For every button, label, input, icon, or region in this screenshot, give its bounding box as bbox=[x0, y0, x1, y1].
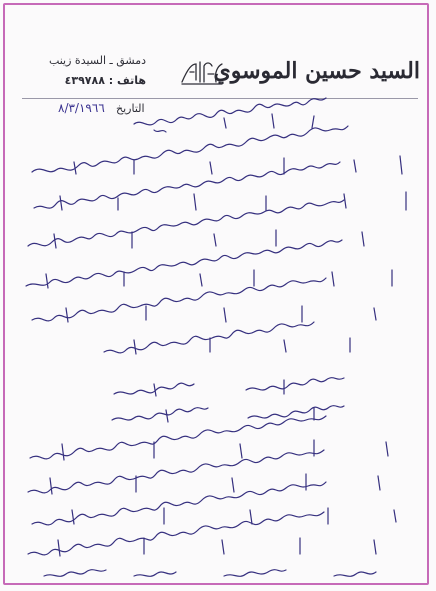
handwriting-line bbox=[246, 378, 344, 390]
handwriting-line bbox=[28, 200, 344, 246]
letterhead-city: دمشق ـ السيدة زينب bbox=[48, 54, 146, 67]
letterhead-phone: هاتف : ٤٣٩٧٨٨ bbox=[64, 74, 146, 87]
seal-icon bbox=[178, 58, 226, 88]
letterhead-name: السيد حسين الموسوي bbox=[213, 58, 420, 84]
handwriting-line bbox=[112, 408, 208, 420]
handwriting-line bbox=[32, 278, 326, 321]
handwriting-line bbox=[44, 570, 376, 577]
handwriting-line bbox=[32, 126, 348, 172]
date-value: ٨/٣/١٩٦٦ bbox=[58, 101, 105, 115]
handwriting-line bbox=[34, 162, 340, 208]
handwriting-line bbox=[26, 240, 342, 286]
date-label: التاريخ bbox=[116, 102, 145, 115]
handwriting-line bbox=[28, 450, 324, 493]
handwriting-line bbox=[248, 406, 344, 418]
handwriting-line bbox=[30, 416, 326, 459]
header-divider bbox=[22, 98, 418, 99]
handwritten-body bbox=[14, 108, 422, 578]
handwriting-line bbox=[28, 512, 324, 555]
